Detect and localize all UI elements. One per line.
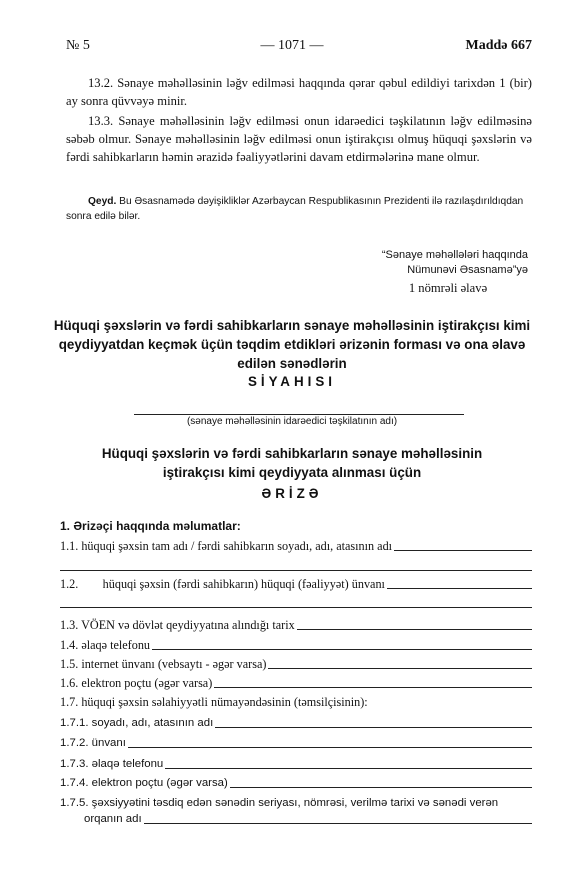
field-row-1-7-5-label: 1.7.5. şəxsiyyətini təsdiq edən sənədin seriyası, nömrəsi, verilmə tarixi və sənədi verən [60, 797, 499, 809]
field-row-1-1: 1.1. hüquqi şəxsin tam adı / fərdi sahibkarın soyadı, adı, atasının adı [60, 538, 532, 554]
field-row-1-6: 1.6. elektron poçtu (əgər varsa) [60, 675, 532, 691]
field-row-1-7-2: 1.7.2. ünvanı [60, 735, 532, 751]
field-1-7-2-input[interactable] [128, 746, 532, 748]
field-1-3-input[interactable] [297, 628, 532, 630]
field-1-1-input[interactable] [394, 549, 532, 551]
annex-ref-line2: Nümunəvi Əsasnamə”yə [407, 264, 528, 276]
note-label: Qeyd. [88, 196, 117, 207]
field-row-1-7: 1.7. hüquqi şəxsin səlahiyyətli nümayəndəsinin (təmsilçisinin): [60, 695, 368, 709]
annex-ref-line1: “Sənaye məhəllələri haqqında [381, 249, 528, 261]
article-number: Maddə 667 [465, 38, 532, 53]
organization-name-caption: (sənaye məhəlləsinin idarəedici təşkilatının adı) [186, 416, 398, 427]
field-1-4-input[interactable] [152, 648, 532, 650]
application-heading: ƏRİZƏ [261, 486, 323, 501]
list-heading: SİYAHISI [247, 374, 337, 389]
note [66, 194, 532, 224]
note-text: Bu Əsasnamədə dəyişikliklər Azərbaycan Respublikasının Prezidenti ilə razılaşdırıldıqdan sonra edilə bilər. [66, 196, 524, 222]
field-1-5-input[interactable] [268, 667, 532, 669]
section-applicant-info: 1. Ərizəçi haqqında məlumatlar: [60, 519, 241, 533]
organization-name-line [134, 414, 464, 415]
annex-reference [328, 248, 528, 296]
field-row-1-2: 1.2. hüquqi şəxsin (fərdi sahibkarın) hüquqi (fəaliyyət) ünvanı [60, 576, 532, 592]
field-row-1-7-3: 1.7.3. əlaqə telefonu [60, 756, 532, 772]
paragraph-13-3: 13.3. Sənaye məhəlləsinin ləğv edilməsi onun idarəedici təşkilatının ləğv edilməsinə səbəb olmur. Sənaye məhəlləsinin ləğv edilməsi onun iştirakçısı olmuş hüquqi şəxslərin və fərdi sahibkarların həmin ərazidə fəaliyyətlərini davam etdirmələrinə mane olmur. [66, 114, 532, 164]
field-row-1-7-4: 1.7.4. elektron poçtu (əgər varsa) [60, 775, 532, 791]
form-title: Hüquqi şəxslərin və fərdi sahibkarların sənaye məhəlləsinin iştirakçısı kimi qeydiyyatdan keçmək üçün təqdim etdikləri ərizənin forması və ona əlavə edilən sənədlərin [53, 318, 531, 371]
field-1-6-input[interactable] [214, 686, 532, 688]
field-row-1-4: 1.4. əlaqə telefonu [60, 637, 532, 653]
field-1-1-continuation[interactable] [60, 570, 532, 571]
field-row-1-5: 1.5. internet ünvanı (vebsaytı - əgər varsa) [60, 656, 532, 672]
application-subtitle: Hüquqi şəxslərin və fərdi sahibkarların sənaye məhəlləsinin iştirakçısı kimi qeydiyyata alınması üçün [101, 446, 483, 480]
page-number: — 1071 — [260, 38, 324, 53]
issue-number: № 5 [66, 38, 90, 53]
field-row-1-7-5: orqanın adı [60, 811, 532, 827]
field-1-2-input[interactable] [387, 587, 532, 589]
annex-ref-line3: 1 nömrəli əlavə [408, 281, 488, 295]
field-row-1-7-1: 1.7.1. soyadı, adı, atasının adı [60, 715, 532, 731]
field-1-7-1-input[interactable] [215, 726, 532, 728]
field-row-1-3: 1.3. VÖEN və dövlət qeydiyyatına alındığı tarix [60, 617, 532, 633]
paragraph-13-2: 13.2. Sənaye məhəlləsinin ləğv edilməsi haqqında qərar qəbul edildiyi tarixdən 1 (bir) ay sonra qüvvəyə minir. [66, 76, 532, 108]
field-1-2-continuation[interactable] [60, 607, 532, 608]
field-1-7-3-input[interactable] [165, 767, 532, 769]
field-1-7-5-input[interactable] [144, 822, 532, 824]
field-1-7-4-input[interactable] [230, 786, 532, 788]
